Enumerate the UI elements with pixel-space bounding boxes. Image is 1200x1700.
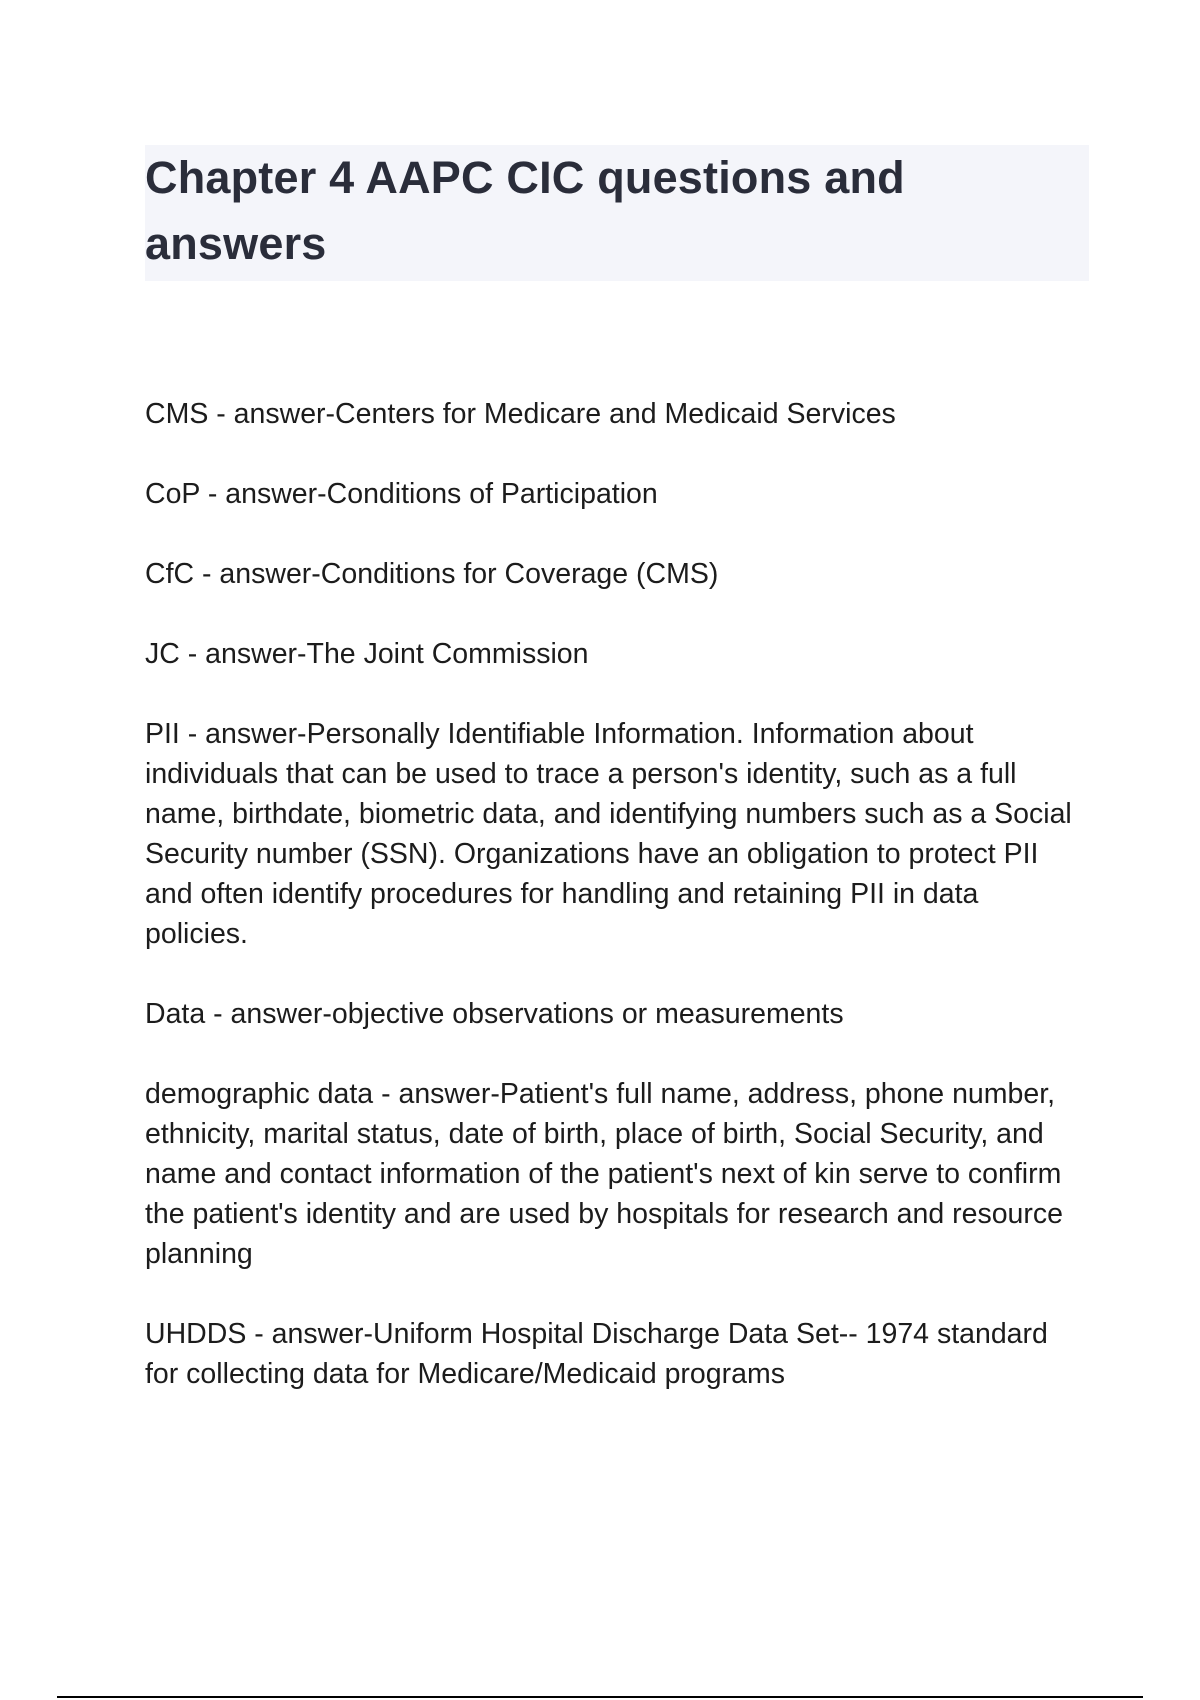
qa-separator: - answer-: [208, 398, 336, 430]
qa-entry: [145, 474, 1089, 514]
qa-separator: - answer-: [199, 478, 327, 510]
qa-answer: Conditions for Coverage (CMS): [320, 558, 719, 590]
qa-answer: Patient's full name, address, phone number, ethnicity, marital status, date of birth, place of birth, Social Security, and name and contact information of the patient's next of kin serve to confirm the patient's identity and are used by hospitals for research and resource planning: [145, 1078, 1063, 1270]
qa-answer: objective observations or measurements: [331, 998, 844, 1030]
qa-entry: [145, 994, 1089, 1034]
qa-term: CoP: [145, 478, 200, 510]
qa-entry: [145, 1314, 1089, 1394]
qa-answer: Conditions of Participation: [326, 478, 658, 510]
qa-term: CMS: [145, 398, 209, 430]
page-title: Chapter 4 AAPC CIC questions and answers: [145, 152, 905, 269]
qa-answer: The Joint Commission: [306, 638, 589, 670]
qa-term: PII: [145, 718, 180, 750]
qa-separator: - answer-: [179, 638, 307, 670]
qa-term: Data: [145, 998, 206, 1030]
qa-answer: Centers for Medicare and Medicaid Services: [335, 398, 896, 430]
qa-entry: [145, 554, 1089, 594]
qa-separator: - answer-: [373, 1078, 500, 1110]
qa-term: JC: [145, 638, 180, 670]
qa-term: CfC: [145, 558, 195, 590]
qa-separator: - answer-: [194, 558, 321, 590]
qa-separator: - answer-: [179, 718, 307, 750]
qa-term: demographic data: [145, 1078, 374, 1110]
qa-separator: - answer-: [205, 998, 332, 1030]
qa-separator: - answer-: [246, 1318, 374, 1350]
qa-entry: [145, 714, 1089, 954]
qa-answer: Uniform Hospital Discharge Data Set-- 1974 standard for collecting data for Medicare/Medicaid programs: [145, 1318, 1048, 1390]
title-banner: [145, 145, 1089, 281]
qa-list: [145, 394, 1089, 1434]
qa-entry: [145, 1074, 1089, 1274]
qa-answer: Personally Identifiable Information. Information about individuals that can be used to trace a person's identity, such as a full name, birthdate, biometric data, and identifying numbers such as a Social Security number (SSN). Organizations have an obligation to protect PII and often identify procedures for handling and retaining PII in data policies.: [145, 718, 1072, 950]
qa-entry: [145, 634, 1089, 674]
qa-entry: [145, 394, 1089, 434]
page-bottom-rule: [57, 1696, 1143, 1698]
qa-term: UHDDS: [145, 1318, 247, 1350]
